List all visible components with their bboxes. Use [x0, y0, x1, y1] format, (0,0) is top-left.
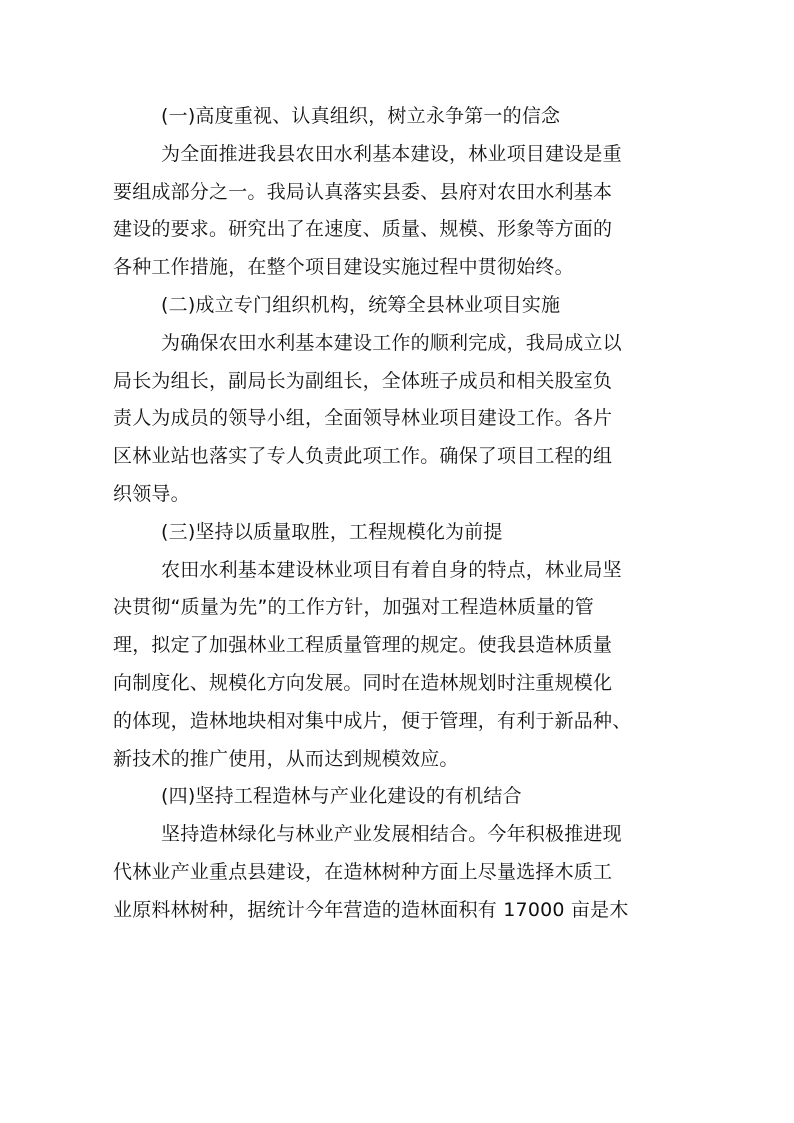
paragraph-line: 新技术的推广使用，从而达到规模效应。 — [113, 747, 459, 770]
paragraph-line: 各种工作措施，在整个项目建设实施过程中贯彻始终。 — [113, 256, 574, 279]
paragraph-line: 要组成部分之一。我局认真落实县委、县府对农田水利基本 — [113, 180, 613, 203]
paragraph-line: 业原料林树种，据统计今年营造的造林面积有 17000 亩是木 — [113, 898, 629, 921]
section-heading-4: (四)坚持工程造林与产业化建设的有机结合 — [161, 785, 522, 808]
paragraph-line: 局长为组长，副局长为副组长，全体班子成员和相关股室负 — [113, 369, 613, 392]
document-body — [113, 98, 673, 930]
paragraph-line: 向制度化、规模化方向发展。同时在造林规划时注重规模化 — [113, 671, 613, 694]
paragraph-line: 代林业产业重点县建设，在造林树种方面上尽量选择木质工 — [113, 860, 613, 883]
section-heading-2: (二)成立专门组织机构，统筹全县林业项目实施 — [161, 293, 561, 316]
section-heading-3: (三)坚持以质量取胜，工程规模化为前提 — [161, 520, 503, 543]
section-heading-1: (一)高度重视、认真组织，树立永争第一的信念 — [161, 105, 561, 127]
paragraph-line: 区林业站也落实了专人负责此项工作。确保了项目工程的组 — [113, 445, 613, 468]
paragraph-line: 坚持造林绿化与林业产业发展相结合。今年积极推进现 — [161, 823, 622, 846]
paragraph-line: 的体现，造林地块相对集中成片，便于管理，有利于新品种、 — [113, 709, 632, 732]
paragraph-line: 理，拟定了加强林业工程质量管理的规定。使我县造林质量 — [113, 634, 613, 657]
paragraph-line: 决贯彻“质量为先”的工作方针，加强对工程造林质量的管 — [113, 596, 594, 619]
paragraph-line: 织领导。 — [113, 482, 190, 505]
paragraph-line: 建设的要求。研究出了在速度、质量、规模、形象等方面的 — [113, 218, 613, 241]
paragraph-line: 为确保农田水利基本建设工作的顺利完成，我局成立以 — [161, 331, 622, 354]
paragraph-line: 为全面推进我县农田水利基本建设，林业项目建设是重 — [161, 142, 622, 165]
paragraph-line: 农田水利基本建设林业项目有着自身的特点，林业局坚 — [161, 558, 622, 581]
paragraph-line: 责人为成员的领导小组，全面领导林业项目建设工作。各片 — [113, 407, 613, 430]
